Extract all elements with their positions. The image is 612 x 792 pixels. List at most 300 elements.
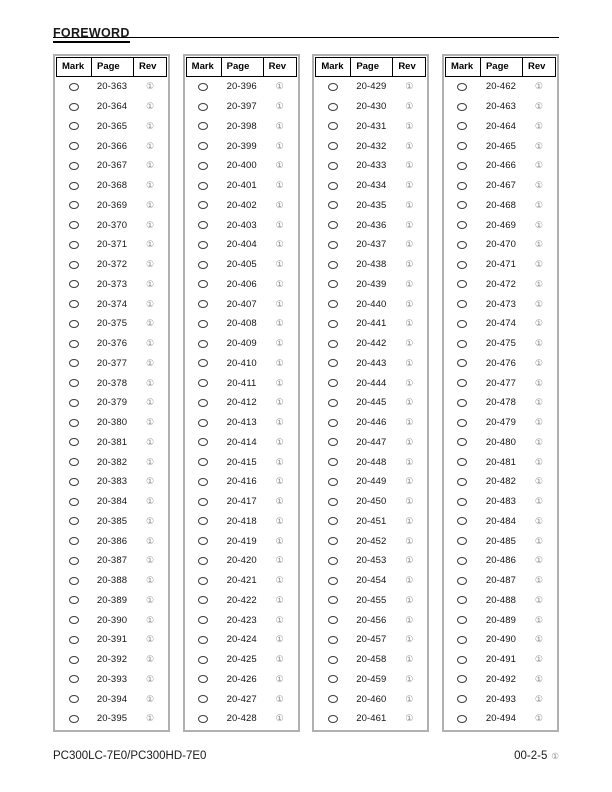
page-cell: 20-415 (226, 456, 257, 468)
page-cell: 20-372 (96, 259, 128, 271)
rev-1-icon: ① (275, 456, 284, 467)
mark-cell (186, 557, 221, 565)
mark-cell (315, 498, 350, 506)
rev-1-icon: ① (405, 278, 414, 289)
rev-cell (133, 181, 167, 190)
table-row (315, 551, 426, 571)
mark-cell (186, 162, 221, 170)
page-cell: 20-474 (485, 318, 517, 330)
mark-cell (186, 675, 221, 683)
mark-cell (445, 498, 480, 506)
rev-1-icon: ① (275, 278, 284, 289)
mark-cell (56, 438, 91, 446)
page-cell: 20-432 (356, 140, 387, 152)
mark-cell (315, 201, 350, 209)
mark-cell (56, 261, 91, 269)
mark-cell (186, 300, 221, 308)
mark-cell (315, 438, 350, 446)
mark-cell (56, 162, 91, 170)
page-cell: 20-369 (96, 199, 128, 211)
mark-cell (445, 340, 480, 348)
mark-cell (315, 162, 350, 170)
table-row (56, 373, 167, 393)
rev-cell (263, 477, 297, 486)
rev-cell (133, 359, 167, 368)
rev-1-icon: ① (275, 338, 284, 349)
mark-cell (445, 221, 480, 229)
page-cell: 20-466 (485, 160, 517, 172)
mark-circle-icon (198, 458, 208, 466)
rev-1-icon: ① (534, 140, 543, 151)
rev-cell (133, 379, 167, 388)
mark-cell (315, 577, 350, 585)
rev-cell (522, 714, 556, 723)
mark-circle-icon (328, 300, 338, 308)
rev-cell (392, 695, 426, 704)
mark-circle-icon (69, 616, 79, 624)
table-row (315, 176, 426, 196)
table-row (56, 156, 167, 176)
mark-cell (56, 537, 91, 545)
mark-circle-icon (198, 83, 208, 91)
rev-cell (263, 102, 297, 111)
rev-1-icon: ① (275, 575, 284, 586)
mark-cell (315, 537, 350, 545)
rev-cell (133, 537, 167, 546)
table-row (186, 393, 297, 413)
table-row (315, 77, 426, 97)
rev-cell (522, 142, 556, 151)
mark-circle-icon (328, 577, 338, 585)
mark-cell (315, 616, 350, 624)
rev-cell (133, 240, 167, 249)
rev-cell (263, 616, 297, 625)
mark-cell (186, 280, 221, 288)
rev-1-icon: ① (145, 456, 155, 467)
rev-cell (392, 398, 426, 407)
mark-circle-icon (198, 103, 208, 111)
mark-cell (56, 498, 91, 506)
rev-1-icon: ① (405, 535, 414, 546)
table-row (56, 512, 167, 532)
page-cell: 20-377 (96, 357, 128, 369)
rev-1-icon: ① (145, 397, 155, 408)
page-cell: 20-411 (226, 377, 257, 389)
page-cell: 20-392 (96, 654, 128, 666)
mark-cell (56, 103, 91, 111)
mark-circle-icon (198, 201, 208, 209)
rev-cell (522, 82, 556, 91)
table-row (315, 689, 426, 709)
rev-1-icon: ① (534, 160, 543, 171)
table-row (186, 433, 297, 453)
rev-1-icon: ① (534, 259, 543, 270)
mark-circle-icon (69, 715, 79, 723)
table-row (56, 472, 167, 492)
page-cell: 20-440 (356, 298, 387, 310)
page-cell: 20-407 (226, 298, 257, 310)
mark-cell (445, 122, 480, 130)
rev-cell (522, 616, 556, 625)
rev-1-icon: ① (534, 219, 543, 230)
page-cell: 20-452 (356, 535, 387, 547)
mark-circle-icon (69, 280, 79, 288)
mark-circle-icon (328, 656, 338, 664)
rev-cell (133, 221, 167, 230)
mark-circle-icon (198, 261, 208, 269)
rev-1-icon: ① (534, 120, 543, 131)
table-row (315, 452, 426, 472)
mark-cell (186, 695, 221, 703)
table-row (186, 136, 297, 156)
mark-cell (315, 636, 350, 644)
mark-cell (186, 320, 221, 328)
table-row (315, 97, 426, 117)
rev-cell (522, 300, 556, 309)
page-cell: 20-427 (226, 693, 257, 705)
mark-circle-icon (457, 399, 467, 407)
rev-cell (392, 438, 426, 447)
rev-cell (263, 280, 297, 289)
rev-1-icon: ① (145, 614, 155, 625)
page-cell: 20-395 (96, 713, 128, 725)
mark-cell (445, 201, 480, 209)
mark-circle-icon (69, 675, 79, 683)
page-cell: 20-490 (485, 634, 517, 646)
rev-1-icon: ① (275, 140, 284, 151)
mark-circle-icon (69, 221, 79, 229)
column-header-mark: Mark (187, 58, 222, 76)
mark-circle-icon (328, 478, 338, 486)
page-cell: 20-436 (356, 219, 387, 231)
mark-cell (56, 280, 91, 288)
rev-1-icon: ① (534, 496, 543, 507)
mark-cell (445, 656, 480, 664)
table-row (186, 176, 297, 196)
rev-1-icon: ① (534, 81, 543, 92)
rev-cell (263, 635, 297, 644)
page-cell: 20-423 (226, 614, 257, 626)
table-row (56, 630, 167, 650)
mark-cell (445, 182, 480, 190)
rev-1-icon: ① (405, 318, 414, 329)
page-cell: 20-488 (485, 594, 517, 606)
page-cell: 20-494 (485, 713, 517, 725)
rev-1-icon: ① (145, 101, 155, 112)
page-cell: 20-370 (96, 219, 128, 231)
rev-cell (263, 181, 297, 190)
mark-circle-icon (69, 498, 79, 506)
mark-circle-icon (457, 537, 467, 545)
mark-circle-icon (198, 537, 208, 545)
page-cell: 20-367 (96, 160, 128, 172)
rev-cell (133, 458, 167, 467)
rev-1-icon: ① (405, 357, 414, 368)
rev-1-icon: ① (534, 436, 543, 447)
page-cell: 20-385 (96, 515, 128, 527)
mark-cell (315, 715, 350, 723)
page-cell: 20-473 (485, 298, 517, 310)
mark-cell (186, 636, 221, 644)
rev-cell (392, 596, 426, 605)
mark-cell (445, 695, 480, 703)
page-cell: 20-371 (96, 239, 128, 251)
mark-cell (186, 221, 221, 229)
table-row (186, 670, 297, 690)
page-cell: 20-489 (485, 614, 517, 626)
rev-1-icon: ① (534, 417, 543, 428)
mark-circle-icon (198, 399, 208, 407)
table-row (186, 255, 297, 275)
rev-1-icon: ① (405, 417, 414, 428)
mark-circle-icon (457, 320, 467, 328)
mark-cell (186, 458, 221, 466)
page-cell: 20-421 (226, 575, 257, 587)
table-row (315, 670, 426, 690)
rev-cell (522, 477, 556, 486)
table-row (445, 117, 556, 137)
mark-circle-icon (198, 636, 208, 644)
mark-cell (445, 715, 480, 723)
rev-cell (392, 517, 426, 526)
mark-cell (315, 221, 350, 229)
table-row (445, 610, 556, 630)
page-cell: 20-412 (226, 397, 257, 409)
page-cell: 20-460 (356, 693, 387, 705)
mark-circle-icon (198, 162, 208, 170)
page-cell: 20-419 (226, 535, 257, 547)
mark-circle-icon (69, 458, 79, 466)
mark-circle-icon (328, 379, 338, 387)
mark-cell (186, 399, 221, 407)
rev-1-icon: ① (534, 515, 543, 526)
table-row (186, 117, 297, 137)
page-cell: 20-383 (96, 476, 128, 488)
page-cell: 20-403 (226, 219, 257, 231)
rev-1-icon: ① (534, 456, 543, 467)
rev-1-icon: ① (405, 298, 414, 309)
mark-circle-icon (198, 419, 208, 427)
rev-1-icon: ① (275, 535, 284, 546)
mark-cell (445, 162, 480, 170)
table-row (186, 275, 297, 295)
rev-1-icon: ① (275, 397, 284, 408)
table-row (186, 571, 297, 591)
rev-1-icon: ① (145, 515, 155, 526)
rev-1-icon: ① (275, 81, 284, 92)
rev-cell (133, 655, 167, 664)
table-row (445, 235, 556, 255)
table-row (186, 591, 297, 611)
rev-1-icon: ① (145, 120, 155, 131)
rev-cell (133, 102, 167, 111)
table-body (56, 77, 167, 729)
page-cell: 20-396 (226, 81, 257, 93)
rev-cell (133, 260, 167, 269)
mark-cell (56, 715, 91, 723)
page-cell: 20-461 (356, 713, 387, 725)
column-header-page: Page (222, 58, 264, 76)
mark-cell (56, 182, 91, 190)
rev-cell (133, 675, 167, 684)
rev-cell (133, 142, 167, 151)
mark-circle-icon (457, 122, 467, 130)
page-cell: 20-363 (96, 81, 128, 93)
page-cell: 20-438 (356, 259, 387, 271)
table-row (56, 354, 167, 374)
mark-circle-icon (198, 122, 208, 130)
table-row (186, 156, 297, 176)
mark-cell (315, 261, 350, 269)
table-row (186, 77, 297, 97)
column-header-rev: Rev (268, 61, 287, 72)
page-cell: 20-493 (485, 693, 517, 705)
mark-circle-icon (457, 438, 467, 446)
mark-cell (315, 478, 350, 486)
rev-cell (263, 675, 297, 684)
rev-cell (392, 714, 426, 723)
mark-circle-icon (69, 201, 79, 209)
rev-cell (392, 280, 426, 289)
page-cell: 20-484 (485, 515, 517, 527)
mark-circle-icon (328, 438, 338, 446)
mark-cell (56, 359, 91, 367)
rev-cell (522, 556, 556, 565)
page-cell: 20-366 (96, 140, 128, 152)
table-row (315, 610, 426, 630)
table-row (445, 334, 556, 354)
rev-1-icon: ① (275, 101, 284, 112)
rev-1-icon: ① (534, 101, 543, 112)
mark-circle-icon (69, 182, 79, 190)
mark-circle-icon (198, 656, 208, 664)
page-cell: 20-401 (226, 180, 257, 192)
rev-cell (522, 655, 556, 664)
mark-cell (445, 399, 480, 407)
mark-circle-icon (328, 83, 338, 91)
page-cell: 20-480 (485, 436, 517, 448)
table-row (315, 571, 426, 591)
page-cell: 20-417 (226, 496, 257, 508)
rev-1-icon: ① (145, 239, 155, 250)
mark-circle-icon (457, 142, 467, 150)
mark-cell (315, 241, 350, 249)
rev-1-icon: ① (275, 239, 284, 250)
table-row (445, 215, 556, 235)
rev-cell (392, 418, 426, 427)
mark-circle-icon (198, 675, 208, 683)
rev-cell (133, 122, 167, 131)
table-row (56, 610, 167, 630)
mark-cell (186, 537, 221, 545)
mark-circle-icon (328, 320, 338, 328)
mark-circle-icon (328, 221, 338, 229)
rev-cell (263, 339, 297, 348)
rev-cell (522, 260, 556, 269)
rev-1-icon: ① (534, 338, 543, 349)
rev-cell (392, 221, 426, 230)
rev-1-icon: ① (534, 476, 543, 487)
table-row (315, 373, 426, 393)
rev-cell (522, 122, 556, 131)
page-cell: 20-398 (226, 120, 257, 132)
mark-circle-icon (69, 340, 79, 348)
rev-cell (133, 398, 167, 407)
table-row (445, 97, 556, 117)
mark-circle-icon (69, 142, 79, 150)
rev-1-icon: ① (405, 120, 414, 131)
table-row (56, 136, 167, 156)
mark-cell (445, 616, 480, 624)
table-row (445, 670, 556, 690)
rev-1-icon: ① (275, 496, 284, 507)
page-cell: 20-402 (226, 199, 257, 211)
page-cell: 20-454 (356, 575, 387, 587)
rev-1-icon: ① (145, 140, 155, 151)
rev-1-icon: ① (145, 594, 155, 605)
table-row (445, 512, 556, 532)
footer-page-label: 00-2-5 (514, 750, 548, 762)
mark-cell (445, 438, 480, 446)
mark-circle-icon (198, 557, 208, 565)
table-row (445, 689, 556, 709)
rev-1-icon: ① (534, 693, 543, 704)
mark-circle-icon (198, 241, 208, 249)
page-footer (53, 750, 559, 762)
mark-cell (315, 103, 350, 111)
rev-1-icon: ① (534, 654, 543, 665)
table-row (186, 373, 297, 393)
mark-cell (186, 379, 221, 387)
mark-circle-icon (328, 458, 338, 466)
mark-cell (315, 83, 350, 91)
mark-cell (56, 577, 91, 585)
mark-cell (56, 122, 91, 130)
rev-cell (522, 339, 556, 348)
mark-circle-icon (328, 636, 338, 644)
mark-circle-icon (69, 636, 79, 644)
mark-cell (56, 616, 91, 624)
mark-cell (186, 438, 221, 446)
mark-cell (445, 419, 480, 427)
page-cell: 20-418 (226, 515, 257, 527)
table-row (56, 452, 167, 472)
mark-circle-icon (69, 517, 79, 525)
rev-cell (392, 260, 426, 269)
rev-cell (263, 300, 297, 309)
mark-circle-icon (457, 557, 467, 565)
table-row (186, 215, 297, 235)
page-cell: 20-389 (96, 594, 128, 606)
rev-1-icon: ① (405, 693, 414, 704)
page-cell: 20-462 (485, 81, 517, 93)
table-row (186, 235, 297, 255)
rev-cell (263, 161, 297, 170)
table-row (445, 314, 556, 334)
mark-cell (315, 517, 350, 525)
mark-cell (186, 340, 221, 348)
mark-cell (186, 201, 221, 209)
table-row (186, 294, 297, 314)
table-row (315, 472, 426, 492)
table-row (56, 117, 167, 137)
rev-cell (133, 280, 167, 289)
rev-cell (392, 477, 426, 486)
mark-cell (186, 419, 221, 427)
rev-1-icon: ① (145, 338, 155, 349)
mark-circle-icon (457, 675, 467, 683)
rev-1-icon: ① (534, 614, 543, 625)
